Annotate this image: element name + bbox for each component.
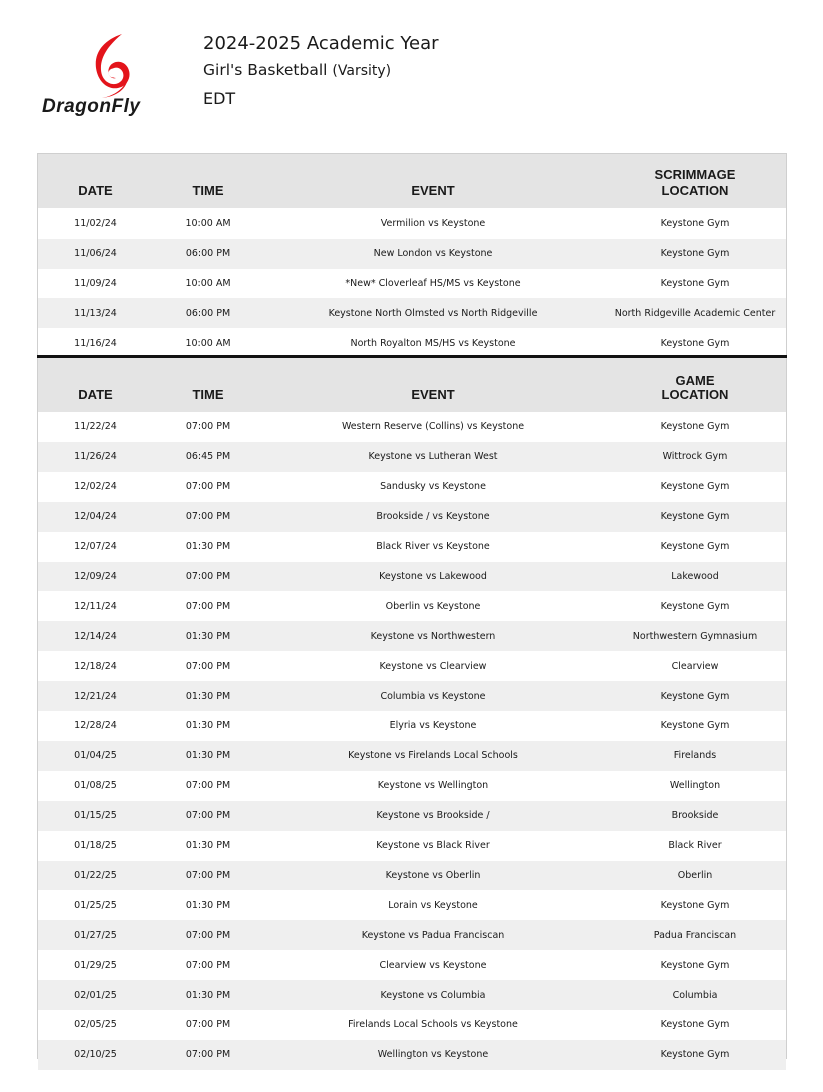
event-cell: Brookside / vs Keystone (376, 511, 490, 523)
date-cell: 01/04/25 (74, 750, 117, 762)
date-cell: 01/29/25 (74, 959, 117, 971)
event-cell: Columbia vs Keystone (380, 690, 486, 702)
event-cell: Keystone vs Oberlin (385, 869, 481, 881)
location-cell: Keystone Gym (660, 959, 730, 971)
date-cell: 11/26/24 (74, 451, 117, 463)
game-row (38, 562, 786, 592)
date-cell: 11/16/24 (74, 337, 117, 349)
time-cell: 10:00 AM (185, 218, 231, 230)
time-cell: 07:00 PM (185, 869, 231, 881)
event-cell: Keystone vs Clearview (379, 660, 487, 672)
game-row (38, 681, 786, 711)
event-cell: Oberlin vs Keystone (385, 600, 481, 612)
dragonfly-logo (40, 30, 180, 125)
event-cell: North Royalton MS/HS vs Keystone (350, 337, 516, 349)
location-cell: Keystone Gym (660, 277, 730, 289)
time-cell: 01:30 PM (185, 630, 231, 642)
game-row (38, 890, 786, 920)
time-cell: 10:00 AM (185, 277, 231, 289)
game-row (38, 771, 786, 801)
date-cell: 12/09/24 (74, 570, 117, 582)
event-cell: Elyria vs Keystone (389, 720, 477, 732)
location-cell: Keystone Gym (660, 600, 730, 612)
event-cell: Black River vs Keystone (376, 541, 490, 553)
scrimmage-row (38, 209, 786, 239)
date-cell: 12/11/24 (74, 600, 117, 612)
header-location-line1: GAME (675, 373, 715, 388)
time-cell: 07:00 PM (185, 810, 231, 822)
game-row (38, 950, 786, 980)
header-date: DATE (78, 183, 113, 198)
date-cell: 01/22/25 (74, 869, 117, 881)
location-cell: Keystone Gym (660, 337, 730, 349)
date-cell: 02/10/25 (74, 1049, 117, 1061)
date-cell: 02/05/25 (74, 1019, 117, 1031)
date-cell: 12/28/24 (74, 720, 117, 732)
scrimmage-row (38, 269, 786, 299)
scrimmage-row (38, 298, 786, 328)
location-cell: Keystone Gym (660, 1019, 730, 1031)
time-cell: 07:00 PM (185, 511, 231, 523)
date-cell: 12/14/24 (74, 630, 117, 642)
event-cell: Keystone vs Black River (376, 840, 490, 852)
event-cell: Keystone vs Columbia (380, 989, 486, 1001)
game-row (38, 502, 786, 532)
event-cell: *New* Cloverleaf HS/MS vs Keystone (345, 277, 521, 289)
date-cell: 12/07/24 (74, 541, 117, 553)
event-cell: Clearview vs Keystone (379, 959, 487, 971)
time-cell: 01:30 PM (185, 840, 231, 852)
sport-name: Girl's Basketball (203, 61, 328, 79)
location-cell: Wittrock Gym (662, 451, 728, 463)
event-cell: Western Reserve (Collins) vs Keystone (341, 421, 525, 433)
date-cell: 11/22/24 (74, 421, 117, 433)
game-row (38, 801, 786, 831)
location-cell: Northwestern Gymnasium (632, 630, 758, 642)
header-event: EVENT (411, 387, 455, 402)
game-row (38, 741, 786, 771)
date-cell: 01/15/25 (74, 810, 117, 822)
date-cell: 12/21/24 (74, 690, 117, 702)
location-cell: Lakewood (671, 570, 719, 582)
location-cell: Keystone Gym (660, 481, 730, 493)
time-cell: 01:30 PM (185, 720, 231, 732)
date-cell: 12/18/24 (74, 660, 117, 672)
academic-year: 2024-2025 Academic Year (203, 33, 439, 54)
time-cell: 07:00 PM (185, 570, 231, 582)
event-cell: Keystone vs Padua Franciscan (361, 929, 505, 941)
game-row (38, 980, 786, 1010)
location-cell: Wellington (669, 780, 721, 792)
event-cell: New London vs Keystone (373, 248, 493, 260)
date-cell: 02/01/25 (74, 989, 117, 1001)
date-cell: 11/06/24 (74, 248, 117, 260)
brand-name: DragonFly (42, 96, 141, 117)
time-cell: 10:00 AM (185, 337, 231, 349)
location-cell: Keystone Gym (660, 218, 730, 230)
sport-title (203, 61, 439, 89)
date-cell: 11/13/24 (74, 307, 117, 319)
sport-level: (Varsity) (332, 63, 392, 79)
time-cell: 07:00 PM (185, 959, 231, 971)
event-cell: Keystone vs Lutheran West (368, 451, 498, 463)
page-heading (203, 33, 439, 108)
header-time: TIME (192, 387, 224, 402)
location-cell: Clearview (671, 660, 719, 672)
time-cell: 06:45 PM (185, 451, 231, 463)
header-event: EVENT (411, 183, 455, 198)
hurricane-logo-icon (88, 32, 134, 102)
time-cell: 07:00 PM (185, 421, 231, 433)
header-location-line2: LOCATION (661, 183, 729, 198)
location-cell: Firelands (673, 750, 717, 762)
time-cell: 07:00 PM (185, 1049, 231, 1061)
time-cell: 07:00 PM (185, 780, 231, 792)
header-location-line1: SCRIMMAGE (654, 167, 736, 182)
location-cell: Keystone Gym (660, 248, 730, 260)
game-row (38, 920, 786, 950)
event-cell: Keystone vs Northwestern (370, 630, 496, 642)
event-cell: Firelands Local Schools vs Keystone (348, 1019, 518, 1031)
game-row (38, 831, 786, 861)
time-cell: 06:00 PM (185, 248, 231, 260)
date-cell: 11/02/24 (74, 218, 117, 230)
scrimmage-row (38, 239, 786, 269)
game-row (38, 711, 786, 741)
event-cell: Keystone North Olmsted vs North Ridgeville (328, 307, 538, 319)
date-cell: 01/18/25 (74, 840, 117, 852)
event-cell: Keystone vs Lakewood (379, 570, 487, 582)
date-cell: 12/04/24 (74, 511, 117, 523)
time-cell: 07:00 PM (185, 929, 231, 941)
time-cell: 07:00 PM (185, 481, 231, 493)
game-row (38, 591, 786, 621)
event-cell: Vermilion vs Keystone (380, 218, 486, 230)
event-cell: Sandusky vs Keystone (380, 481, 486, 493)
time-cell: 01:30 PM (185, 541, 231, 553)
game-row (38, 651, 786, 681)
date-cell: 01/27/25 (74, 929, 117, 941)
location-cell: Brookside (671, 810, 719, 822)
header-location-line2: LOCATION (661, 387, 729, 402)
game-row (38, 861, 786, 891)
time-zone: EDT (203, 89, 236, 108)
location-cell: Columbia (672, 989, 718, 1001)
date-cell: 01/25/25 (74, 899, 117, 911)
event-cell: Keystone vs Brookside / (376, 810, 490, 822)
time-cell: 01:30 PM (185, 989, 231, 1001)
event-cell: Lorain vs Keystone (388, 899, 478, 911)
location-cell: Keystone Gym (660, 541, 730, 553)
game-row (38, 532, 786, 562)
time-cell: 07:00 PM (185, 660, 231, 672)
location-cell: Keystone Gym (660, 1049, 730, 1061)
game-row (38, 621, 786, 651)
game-row (38, 442, 786, 472)
date-cell: 11/09/24 (74, 277, 117, 289)
time-cell: 07:00 PM (185, 600, 231, 612)
date-cell: 01/08/25 (74, 780, 117, 792)
event-cell: Wellington vs Keystone (377, 1049, 489, 1061)
event-cell: Keystone vs Firelands Local Schools (348, 750, 518, 762)
location-cell: Keystone Gym (660, 720, 730, 732)
game-row (38, 1010, 786, 1040)
game-row (38, 1040, 786, 1070)
time-cell: 01:30 PM (185, 750, 231, 762)
location-cell: Keystone Gym (660, 690, 730, 702)
location-cell: Keystone Gym (660, 511, 730, 523)
event-cell: Keystone vs Wellington (377, 780, 489, 792)
time-cell: 01:30 PM (185, 899, 231, 911)
date-cell: 12/02/24 (74, 481, 117, 493)
header-date: DATE (78, 387, 113, 402)
schedule-table (37, 153, 787, 1059)
time-cell: 06:00 PM (185, 307, 231, 319)
time-cell: 01:30 PM (185, 690, 231, 702)
games-header (38, 358, 786, 412)
location-cell: North Ridgeville Academic Center (614, 307, 776, 319)
location-cell: Padua Franciscan (653, 929, 737, 941)
location-cell: Oberlin (677, 869, 713, 881)
location-cell: Keystone Gym (660, 421, 730, 433)
header-time: TIME (192, 183, 224, 198)
location-cell: Keystone Gym (660, 899, 730, 911)
game-row (38, 412, 786, 442)
game-row (38, 472, 786, 502)
scrimmage-row (38, 328, 786, 358)
time-cell: 07:00 PM (185, 1019, 231, 1031)
location-cell: Black River (668, 840, 722, 852)
scrimmage-header (38, 154, 786, 208)
